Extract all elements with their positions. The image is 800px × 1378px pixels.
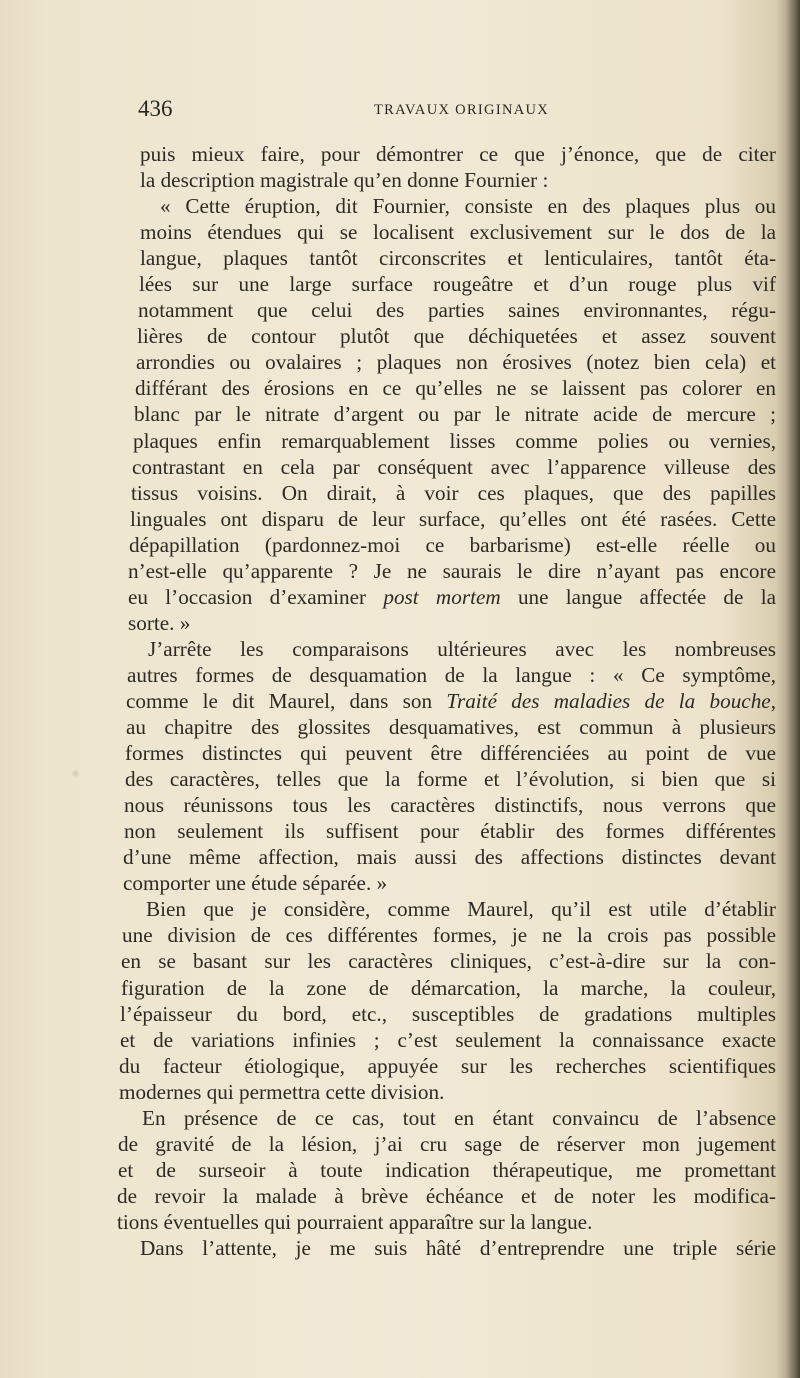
text-line: une division de ces différentes formes, je ne la crois pas possible (122, 923, 776, 948)
text-line: notamment que celui des parties saines environnantes, régu- (138, 298, 776, 323)
text-line: et de surseoir à toute indication thérapeutique, me promettant (118, 1157, 776, 1182)
text-line: blanc par le nitrate d’argent ou par le nitrate acide de mercure ; (134, 402, 776, 427)
text-line: J’arrête les comparaisons ultérieures avec les nombreuses (148, 636, 776, 661)
paper-stain (71, 769, 80, 778)
text-line: comme le dit Maurel, dans son Traité des maladies de la bouche, (126, 688, 776, 713)
text-line: nous réunissons tous les caractères distinctifs, nous verrons que (124, 793, 776, 818)
text-line: du facteur étiologique, appuyée sur les recherches scientifiques (119, 1053, 776, 1078)
text-line: dépapillation (pardonnez-moi ce barbarisme) est-elle réelle ou (129, 532, 776, 557)
text-line: comporter une étude séparée. » (123, 871, 388, 896)
text-line: non seulement ils suffisent pour établir des formes différentes (124, 819, 776, 844)
text-line: tions éventuelles qui pourraient apparaître sur la langue. (117, 1209, 593, 1234)
binding-shadow (786, 0, 800, 1378)
text-line: arrondies ou ovalaires ; plaques non érosives (notez bien cela) et (136, 350, 776, 375)
text-line: moins étendues qui se localisent exclusivement sur le dos de la (140, 220, 776, 245)
text-line: eu l’occasion d’examiner post mortem une langue affectée de la (128, 584, 776, 609)
text-line: lées sur une large surface rougeâtre et d’un rouge plus vif (139, 272, 776, 297)
page-number: 436 (138, 96, 173, 121)
text-line: En présence de ce cas, tout en étant convaincu de l’absence (142, 1105, 776, 1130)
text-line: puis mieux faire, pour démontrer ce que j’énonce, que de citer (140, 142, 776, 166)
text-line: lières de contour plutôt que déchiquetées et assez souvent (137, 324, 776, 349)
text-line: autres formes de desquamation de la langue : « Ce symptôme, (127, 662, 776, 687)
text-line: tissus voisins. On dirait, à voir ces plaques, que des papilles (131, 480, 776, 505)
text-line: contrastant en cela par conséquent avec l’apparence villeuse des (132, 454, 776, 479)
text-line: de revoir la malade à brève échéance et de noter les modifica- (117, 1183, 776, 1208)
text-line: l’épaisseur du bord, etc., susceptibles de gradations multiples (120, 1001, 776, 1026)
running-title: TRAVAUX ORIGINAUX (374, 102, 550, 118)
text-line: n’est-elle qu’apparente ? Je ne saurais le dire n’ayant pas encore (128, 558, 776, 583)
text-line: et de variations infinies ; c’est seulement la connaissance exacte (120, 1027, 776, 1052)
text-line: de gravité de la lésion, j’ai cru sage de réserver mon jugement (118, 1131, 776, 1156)
text-line: linguales ont disparu de leur surface, qu’elles ont été rasées. Cette (130, 506, 776, 531)
text-line: Bien que je considère, comme Maurel, qu’il est utile d’établir (146, 897, 776, 922)
italic-phrase: Traité des maladies de la bouche (446, 688, 771, 713)
text-line: figuration de la zone de démarcation, la marche, la couleur, (121, 975, 776, 1000)
text-line: la description magistrale qu’en donne Fournier : (140, 168, 549, 193)
text-line: modernes qui permettra cette division. (119, 1079, 445, 1104)
text-line: d’une même affection, mais aussi des affections distinctes devant (123, 845, 776, 870)
page-header (138, 96, 778, 126)
text-line: différant des érosions en ce qu’elles ne se laissent pas colorer en (135, 376, 776, 401)
text-line: en se basant sur les caractères cliniques, c’est-à-dire sur la con- (121, 949, 776, 974)
text-line: sorte. » (128, 610, 191, 635)
text-line: plaques enfin remarquablement lisses comme polies ou vernies, (133, 428, 776, 453)
text-line: des caractères, telles que la forme et l’évolution, si bien que si (125, 767, 776, 792)
text-line: Dans l’attente, je me suis hâté d’entreprendre une triple série (140, 1235, 776, 1260)
body-text (112, 141, 788, 1261)
text-line: « Cette éruption, dit Fournier, consiste en des plaques plus ou (160, 194, 776, 219)
text-line: au chapitre des glossites desquamatives, est commun à plusieurs (126, 715, 776, 740)
text-line: langue, plaques tantôt circonscrites et lenticulaires, tantôt éta- (140, 246, 776, 271)
italic-phrase: post mortem (383, 584, 501, 609)
text-line: formes distinctes qui peuvent être différenciées au point de vue (125, 741, 776, 766)
